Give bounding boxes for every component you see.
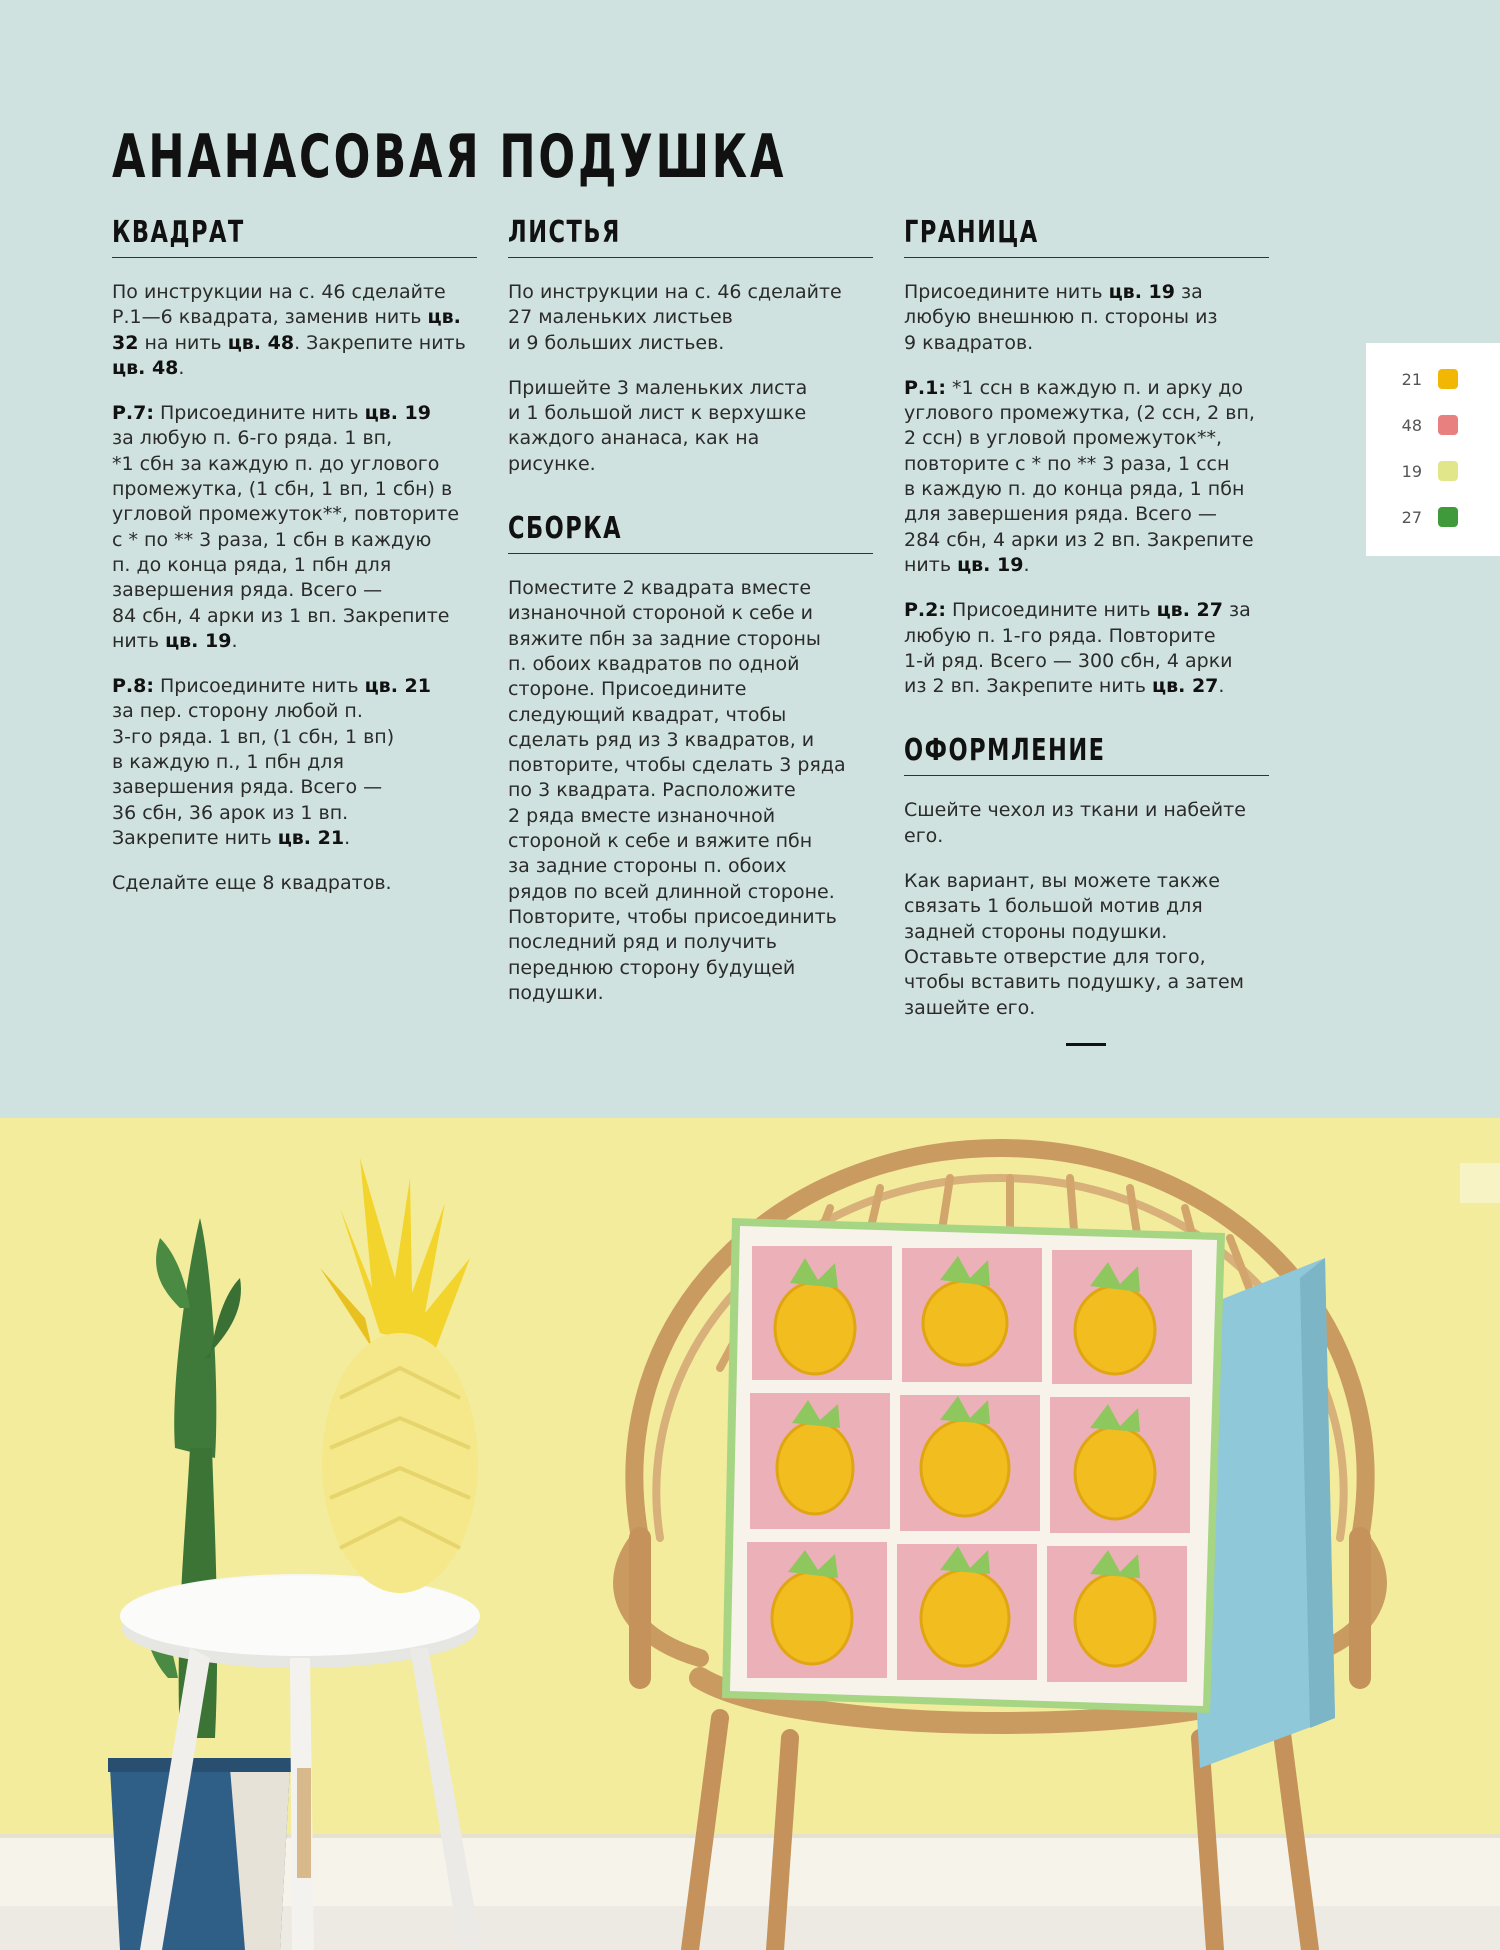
swatch-color [1438, 507, 1458, 527]
instruction-paragraph [904, 376, 1269, 578]
text-run: Сшейте чехол из ткани и набейте его. [904, 799, 1246, 847]
section-heading-text: КВАДРАТ [112, 215, 245, 250]
bold-term: цв. 21 [364, 675, 431, 698]
text-run: . [178, 356, 185, 379]
text-run: *1 ссн в каждую п. и арку до углового промежутка, (2 ссн, 2 вп, 2 ссн) в угловой промежуток**, повторите с * по ** 3 раза, 1 ссн в каждую п. до конца ряда, 1 пбн для завершения ряда. Всего — 284 сбн, 4 арки из 2 вп. Закрепите нить [904, 376, 1255, 576]
swatch-color [1438, 415, 1458, 435]
instruction-paragraph [112, 401, 477, 654]
crochet-pineapples [772, 1281, 1155, 1666]
text-run: за пер. сторону любой п. 3-го ряда. 1 вп, (1 сбн, 1 вп) в каждую п., 1 пбн для завершения ряда. Всего — 36 сбн, 36 арок из 1 вп. Закрепите нить [112, 700, 395, 849]
section-heading-text: ГРАНИЦА [904, 215, 1039, 250]
column-3 [904, 215, 1269, 1055]
swatch-number: 19 [1401, 462, 1422, 481]
text-run: . [1023, 553, 1030, 576]
instruction-paragraph [508, 576, 873, 1006]
blue-plant-pot [108, 1758, 292, 1950]
bold-term: цв. 19 [364, 402, 431, 425]
swatch-number: 21 [1401, 370, 1422, 389]
section [508, 215, 873, 477]
section-heading [904, 733, 1269, 776]
instruction-paragraph [508, 376, 873, 477]
text-run: Присоедините нить [945, 599, 1157, 622]
section [904, 215, 1269, 699]
text-run: на нить [138, 331, 228, 354]
text-run: Сделайте еще 8 квадратов. [112, 872, 392, 895]
instruction-paragraph [112, 871, 477, 896]
instruction-paragraph [508, 280, 873, 356]
color-swatch-legend [1366, 343, 1500, 556]
section-heading-text: СБОРКА [508, 511, 623, 547]
section [508, 511, 873, 1006]
bold-term: цв. 48 [227, 331, 295, 354]
bold-term: Р.8: [112, 675, 154, 698]
section-heading-text: ОФОРМЛЕНИЕ [904, 733, 1106, 769]
bold-term: цв. 21 [277, 826, 345, 849]
text-run: за любую п. 1-го ряда. Повторите 1-й ряд. Всего — 300 сбн, 4 арки из 2 вп. Закрепите нить [904, 599, 1251, 698]
product-photo [0, 1118, 1500, 1950]
swatch-row [1366, 365, 1500, 395]
text-run: . [231, 629, 238, 652]
text-run: По инструкции на с. 46 сделайте 27 маленьких листьев и 9 больших листьев. [508, 281, 842, 354]
bold-term: Р.1: [904, 376, 946, 399]
swatch-color [1438, 369, 1458, 389]
text-run: . [1218, 675, 1225, 698]
section [904, 733, 1269, 1020]
column-2 [508, 215, 873, 1040]
swatch-number: 48 [1401, 416, 1422, 435]
text-run: Присоедините нить [904, 281, 1109, 303]
bold-term: цв. 27 [1152, 675, 1219, 698]
section-heading [112, 215, 477, 258]
bold-term: цв. 27 [1156, 599, 1223, 622]
swatch-row [1366, 411, 1500, 441]
text-run: По инструкции на с. 46 сделайте Р.1—6 квадрата, заменив нить [112, 281, 446, 329]
end-of-article-mark [1066, 1043, 1106, 1046]
instruction-paragraph [904, 798, 1269, 849]
text-run: Поместите 2 квадрата вместе изнаночной стороной к себе и вяжите пбн за задние стороны п. обоих квадратов по одной стороне. Присоедините следующий квадрат, чтобы сделать ряд из 3 квадратов, и повторите, чтобы сделать 3 ряда по 3 квадрата. Расположите 2 ряда вместе изнаночной стороной к себе и вяжите пбн за задние стороны п. обоих рядов по всей длинной стороне. Повторите, чтобы присоединить последний ряд и получить переднюю сторону будущей подушки. [508, 577, 846, 1004]
swatch-row [1366, 457, 1500, 487]
section-heading [508, 511, 873, 554]
section-heading [904, 215, 1269, 258]
bold-term: цв. 32 [112, 306, 461, 354]
swatch-number: 27 [1401, 508, 1422, 527]
instruction-paragraph [112, 674, 477, 851]
pineapple-crochet-pillow [722, 1218, 1225, 1713]
bold-term: Р.7: [112, 402, 154, 425]
text-run: Присоедините нить [153, 675, 365, 698]
swatch-row [1366, 503, 1500, 533]
bold-term: цв. 19 [165, 629, 232, 652]
bold-term: цв. 19 [957, 553, 1024, 576]
text-run: Присоедините нить [153, 402, 365, 425]
text-run: Пришейте 3 маленьких листа и 1 большой лист к верхушке каждого ананаса, как на рисунке. [508, 376, 808, 475]
instruction-paragraph [112, 280, 477, 381]
section-heading-text: ЛИСТЬЯ [508, 215, 621, 250]
column-1 [112, 215, 477, 931]
text-run: за любую п. 6-го ряда. 1 вп, *1 сбн за каждую п. до углового промежутка, (1 сбн, 1 вп, 1 сбн) в угловой промежуток**, повторите с * по ** 3 раза, 1 сбн в каждую п. до конца ряда, 1 пбн для завершения ряда. Всего — 84 сбн, 4 арки из 1 вп. Закрепите нить [112, 427, 460, 652]
text-run: . [344, 826, 351, 849]
text-run: Как вариант, вы можете также связать 1 большой мотив для задней стороны подушки. Оставьте отверстие для того, чтобы вставить подушку, а затем зашейте его. [904, 870, 1245, 1019]
swatch-color [1438, 461, 1458, 481]
page-title: АНАНАСОВАЯ ПОДУШКА [112, 122, 787, 192]
bold-term: Р.2: [904, 599, 946, 622]
instruction-paragraph [904, 598, 1269, 699]
section-heading [508, 215, 873, 258]
text-run: за любую внешнюю п. стороны из 9 квадратов. [904, 281, 1218, 354]
text-run: . Закрепите нить [294, 331, 466, 354]
instruction-paragraph [904, 869, 1269, 1021]
bold-term: цв. 19 [1108, 281, 1175, 303]
section [112, 215, 477, 897]
instruction-paragraph [904, 280, 1269, 356]
bold-term: цв. 48 [112, 356, 179, 379]
